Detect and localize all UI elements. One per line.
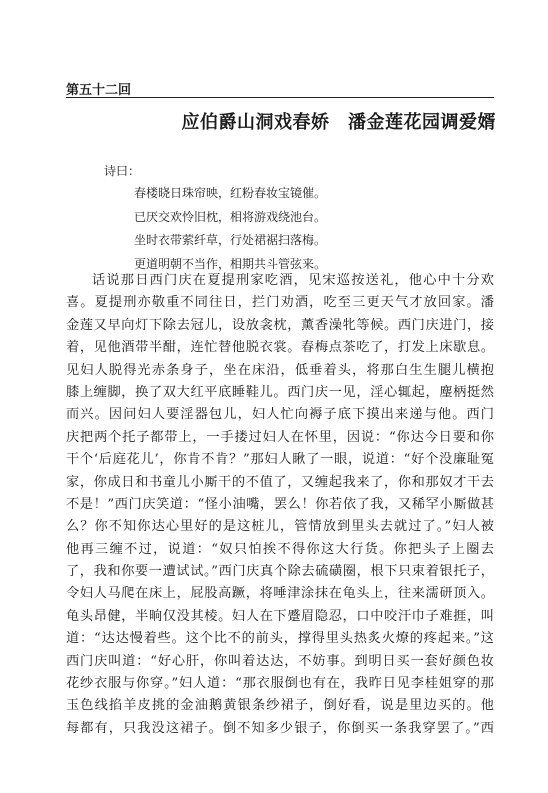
poem-line: 春楼晓日珠帘映，红粉春妆宝镜催。 (134, 186, 327, 200)
poem (134, 182, 326, 276)
chapter-label: 第五十二回 (66, 83, 132, 98)
text-line: 膝上缠脚，换了双大红平底睡鞋儿。西门庆一见，淫心辄起，麈柄挺然 (66, 384, 494, 400)
text-line: 喜。夏提刑亦敬重不同往日，拦门劝酒，吃至三更天气才放回家。潘 (66, 295, 494, 311)
text-line: 干个‘后庭花儿’，你肯不肯？”那妇人瞅了一眼，说道：“好个没廉耻冤 (66, 452, 494, 468)
text-line: 家，你成日和书童儿小厮干的不值了，又缠起我来了，你和那奴才干去 (66, 474, 494, 490)
text-line: 了，我和你要一遭试试。”西门庆真个除去硫磺圈，根下只束着银托子， (66, 564, 494, 580)
text-line: 着，见他酒带半酣，连忙替他脱衣裳。春梅点茶吃了，打发上床歇息。 (66, 340, 494, 356)
text-line: 见妇人脱得光赤条身子，坐在床沿，低垂着头，将那白生生腿儿横抱 (66, 362, 494, 378)
text-line: 庆把两个托子都带上，一手搂过妇人在怀里，因说：“你达今日要和你 (66, 429, 494, 445)
text-line: 话说那日西门庆在夏提刑家吃酒，见宋巡按送礼，他心中十分欢 (92, 273, 494, 288)
body-text (66, 270, 494, 740)
poem-intro: 诗曰： (104, 164, 141, 178)
chapter-title: 应伯爵山洞戏春娇 潘金莲花园调爱婿 (181, 112, 496, 133)
text-line: 不是！”西门庆笑道：“怪小油嘴，罢么！你若依了我，又稀罕小厮做甚 (66, 496, 494, 512)
text-line: 令妇人马爬在床上，屁股高蹶，将唾津涂抹在龟头上，往来濡研顶入。 (66, 586, 494, 602)
text-line: 他再三缠不过，说道：“奴只怕挨不得你这大行货。你把头子上圈去 (66, 541, 494, 557)
poem-line: 已厌交欢怜旧枕，相将游戏绕池台。 (134, 209, 327, 224)
poem-line: 更道明朝不当作，相期共斗管弦来。 (134, 256, 327, 271)
poem-line: 坐时衣带萦纤草，行处裙裾扫落梅。 (134, 233, 327, 247)
text-line: 玉色线掐羊皮挑的金油鹅黄银条纱裙子，倒好看，说是里边买的。他 (66, 698, 494, 714)
text-line: 道：“达达慢着些。这个比不的前头，撑得里头热炙火燎的疼起来。”这 (66, 631, 494, 647)
text-line: 西门庆叫道：“好心肝，你叫着达达，不妨事。到明日买一套好颜色妆 (66, 653, 494, 669)
text-line: 花纱衣服与你穿。”妇人道：“那衣服倒也有在，我昨日见李桂姐穿的那 (66, 676, 494, 692)
text-line: 么？你不知你达心里好的是这桩儿，管情放到里头去就过了。”妇人被 (66, 519, 494, 535)
header-rule (66, 97, 494, 98)
text-line: 龟头昂健，半晌仅没其棱。妇人在下蹙眉隐忍，口中咬汗巾子难捱，叫 (66, 608, 494, 624)
text-line: 而兴。因问妇人要淫器包儿，妇人忙向褥子底下摸出来递与他。西门 (66, 407, 494, 423)
text-line: 每都有，只我没这裙子。倒不知多少银子，你倒买一条我穿罢了。”西 (66, 720, 494, 736)
text-line: 金莲又早向灯下除去冠儿，设放衾枕，薰香澡牝等候。西门庆进门，接 (66, 317, 494, 333)
